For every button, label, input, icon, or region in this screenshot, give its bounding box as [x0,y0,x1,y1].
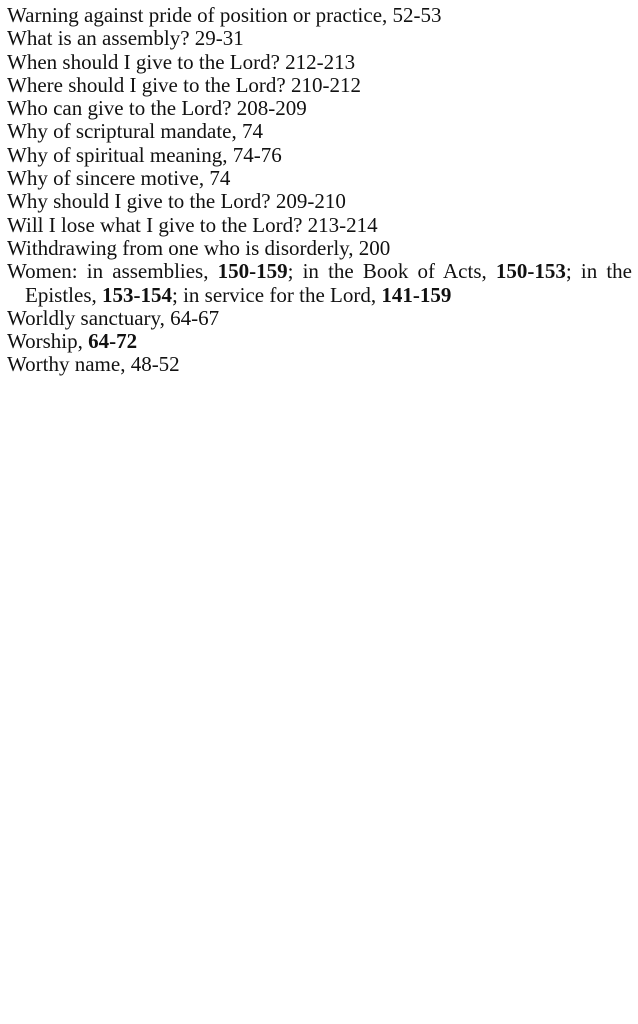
index-entry-why-of-scriptural-mandate: Why of scriptural mandate, 74 [7,119,263,144]
women-service-label: ; in service for the Lord, [172,282,382,307]
index-entry-why-should-i-give: Why should I give to the Lord? 209-210 [7,189,346,214]
index-entry-where-should-i-give: Where should I give to the Lord? 210-212 [7,72,361,97]
index-entry-why-of-sincere-motive: Why of sincere motive, 74 [7,166,231,191]
index-entry-worship [7,330,632,353]
index-entry-what-is-an-assembly: What is an assembly? 29-31 [7,26,244,51]
women-epistles-label: ; in the Epistles, [25,259,632,307]
worship-pages: 64-72 [88,329,138,354]
women-pages-epistles: 153-154 [102,282,172,307]
index-entry-withdrawing: Withdrawing from one who is disorderly, 200 [7,235,391,260]
women-acts-label: ; in the Book of Acts, [287,259,496,284]
women-label: Women: in assemblies, [7,259,218,284]
index-entry-when-should-i-give: When should I give to the Lord? 212-213 [7,49,356,74]
index-entry-warning-against-pride: Warning against pride of position or practice, 52-53 [7,3,442,27]
index-entry-worldly-sanctuary: Worldly sanctuary, 64-67 [7,305,220,330]
subject-index-list [7,4,632,377]
index-entry-who-can-give: Who can give to the Lord? 208-209 [7,96,307,121]
women-pages-acts: 150-153 [495,259,566,284]
worship-label: Worship, [7,329,89,354]
index-entry-worthy-name: Worthy name, 48-52 [7,352,180,377]
women-pages-service: 141-159 [381,282,452,307]
women-pages-assemblies: 150-159 [217,259,288,284]
index-entry-will-i-lose: Will I lose what I give to the Lord? 213-214 [7,212,378,237]
index-entry-why-of-spiritual-meaning: Why of spiritual meaning, 74-76 [7,142,282,167]
index-entry-women [7,260,632,307]
